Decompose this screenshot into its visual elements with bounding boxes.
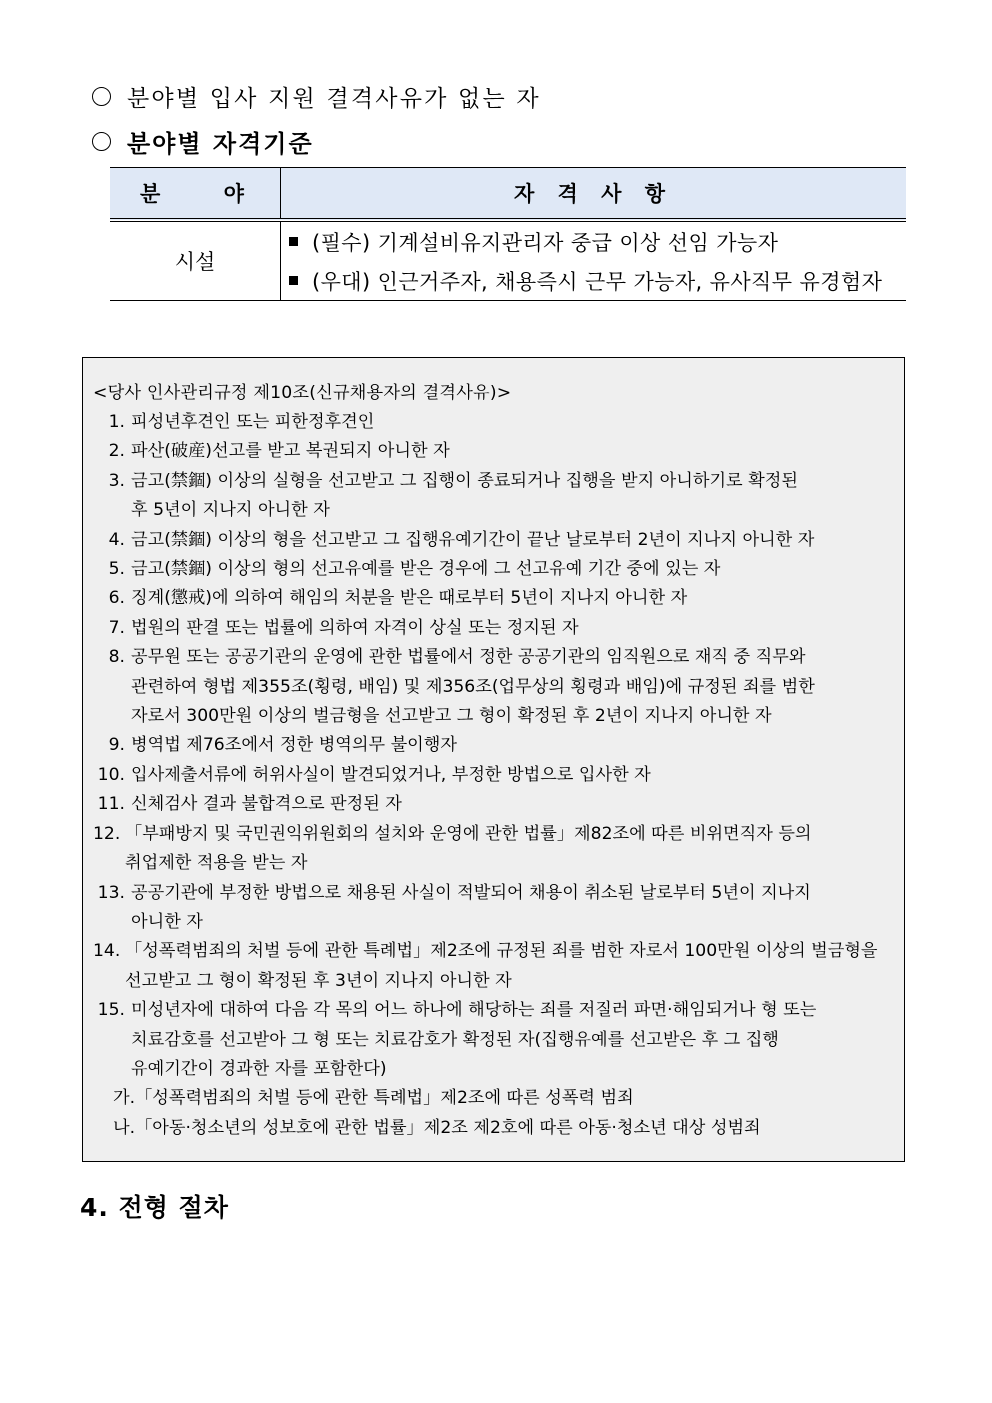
rule-text bbox=[131, 761, 896, 790]
rule-number: 9. bbox=[108, 735, 125, 756]
header-field: 분 야 bbox=[110, 168, 281, 221]
rule-text-line: 금고(禁錮) 이상의 실형을 선고받고 그 집행이 종료되거나 집행을 받지 아니하기로 확정된 bbox=[131, 470, 798, 491]
rule-number: 3. bbox=[108, 470, 125, 491]
rule-text-line: 치료감호를 선고받아 그 형 또는 치료감호가 확정된 자(집행유예를 선고받은 후 그 집행 bbox=[131, 1029, 779, 1050]
rule-text bbox=[131, 731, 896, 760]
rule-number: 13. bbox=[97, 882, 125, 903]
rule-text bbox=[131, 555, 896, 584]
rule-text bbox=[131, 467, 896, 526]
rule-item bbox=[93, 643, 896, 731]
rule-number: 10. bbox=[97, 764, 125, 785]
rule-item bbox=[93, 879, 896, 938]
requirement-item bbox=[281, 261, 906, 300]
rule-item bbox=[93, 467, 896, 526]
rule-text bbox=[131, 437, 896, 466]
rule-text-line: 유예기간이 경과한 자를 포함한다) bbox=[131, 1058, 387, 1079]
rules-title: <당사 인사관리규정 제10조(신규채용자의 결격사유)> bbox=[93, 383, 512, 403]
rule-text-line: 취업제한 적용을 받는 자 bbox=[125, 853, 308, 874]
rule-number: 15. bbox=[97, 1000, 125, 1021]
rule-text-line: 공무원 또는 공공기관의 운영에 관한 법률에서 정한 공공기관의 임직원으로 재직 중 직무와 bbox=[131, 647, 806, 668]
rule-number: 7. bbox=[108, 617, 125, 638]
rule-number: 8. bbox=[108, 647, 125, 668]
rule-text-line: 법원의 판결 또는 법률에 의하여 자격이 상실 또는 정지된 자 bbox=[131, 617, 579, 638]
rule-text-line: 금고(禁錮) 이상의 형의 선고유예를 받은 경우에 그 선고유예 기간 중에 있는 자 bbox=[131, 559, 721, 580]
rule-text bbox=[125, 937, 896, 996]
rule-text-line: 병역법 제76조에서 정한 병역의무 불이행자 bbox=[131, 735, 457, 756]
rule-text bbox=[125, 820, 896, 879]
bullet-line-disqualification bbox=[92, 80, 541, 113]
square-bullet-icon bbox=[289, 237, 298, 246]
rule-item bbox=[93, 614, 896, 643]
bullet-text: 분야별 자격기준 bbox=[127, 129, 314, 158]
field-cell: 시설 bbox=[110, 220, 281, 301]
rules-list bbox=[93, 408, 896, 1084]
header-qualifications: 자 격 사 항 bbox=[281, 168, 907, 221]
circle-bullet-icon bbox=[92, 132, 111, 151]
rule-text-line: 파산(破産)선고를 받고 복권되지 아니한 자 bbox=[131, 441, 450, 462]
rule-number: 12. bbox=[93, 823, 121, 844]
rule-text-line: 공공기관에 부정한 방법으로 채용된 사실이 적발되어 채용이 취소된 날로부터 5년이 지나지 bbox=[131, 882, 811, 903]
rule-text-line: 신체검사 결과 불합격으로 판정된 자 bbox=[131, 794, 402, 815]
rule-item bbox=[93, 996, 896, 1084]
sub-item: 나.「아동·청소년의 성보호에 관한 법률」제2조 제2호에 따른 아동·청소년 대상 성범죄 bbox=[113, 1117, 761, 1138]
rule-text-line: 「성폭력범죄의 처벌 등에 관한 특례법」제2조에 규정된 죄를 범한 자로서 100만원 이상의 벌금형을 bbox=[125, 941, 878, 962]
rule-text-line: 선고받고 그 형이 확정된 후 3년이 지나지 아니한 자 bbox=[125, 970, 512, 991]
rule-text bbox=[131, 614, 896, 643]
requirement-item bbox=[281, 222, 906, 261]
table-header-row bbox=[110, 168, 906, 221]
rule-item bbox=[93, 790, 896, 819]
rule-number: 2. bbox=[108, 441, 125, 462]
rule-text-line: 피성년후견인 또는 피한정후견인 bbox=[131, 412, 375, 432]
rule-item bbox=[93, 408, 896, 437]
rule-text-line: 자로서 300만원 이상의 벌금형을 선고받고 그 형이 확정된 후 2년이 지나지 아니한 자 bbox=[131, 706, 772, 727]
rule-text-line: 입사제출서류에 허위사실이 발견되었거나, 부정한 방법으로 입사한 자 bbox=[131, 764, 651, 785]
rule-item bbox=[93, 584, 896, 613]
rule-number: 11. bbox=[97, 794, 125, 815]
requirement-text: (필수) 기계설비유지관리자 중급 이상 선임 가능자 bbox=[312, 230, 779, 255]
rule-text-line: 아니한 자 bbox=[131, 911, 203, 932]
rule-item bbox=[93, 437, 896, 466]
rule-number: 6. bbox=[108, 588, 125, 609]
rule-number: 14. bbox=[93, 941, 121, 962]
disqualification-rules-box bbox=[82, 357, 905, 1162]
rule-text bbox=[131, 526, 896, 555]
square-bullet-icon bbox=[289, 276, 298, 285]
bullet-line-qualification bbox=[92, 124, 314, 159]
rule-number: 1. bbox=[108, 412, 125, 432]
bullet-text: 분야별 입사 지원 결격사유가 없는 자 bbox=[127, 86, 541, 112]
rule-text-line: 금고(禁錮) 이상의 형을 선고받고 그 집행유예기간이 끝난 날로부터 2년이 지나지 아니한 자 bbox=[131, 529, 815, 550]
rule-item bbox=[93, 937, 896, 996]
qualification-table bbox=[110, 167, 906, 301]
rule-item bbox=[93, 555, 896, 584]
rule-text-line: 후 5년이 지나지 아니한 자 bbox=[131, 500, 330, 521]
sub-item: 가.「성폭력범죄의 처벌 등에 관한 특례법」제2조에 따른 성폭력 범죄 bbox=[113, 1088, 634, 1109]
rule-text bbox=[131, 996, 896, 1084]
rule-number: 4. bbox=[108, 529, 125, 550]
rule-item bbox=[93, 820, 896, 879]
table-row bbox=[110, 220, 906, 301]
rule-text bbox=[131, 643, 896, 731]
section-heading: 4. 전형 절차 bbox=[80, 1193, 229, 1222]
rule-item bbox=[93, 526, 896, 555]
rule-text-line: 「부패방지 및 국민권익위원회의 설치와 운영에 관한 법률」제82조에 따른 비위면직자 등의 bbox=[125, 823, 812, 844]
rule-text bbox=[131, 584, 896, 613]
rule-text-line: 징계(懲戒)에 의하여 해임의 처분을 받은 때로부터 5년이 지나지 아니한 자 bbox=[131, 588, 688, 609]
rule-text bbox=[131, 408, 896, 437]
rule-item bbox=[93, 761, 896, 790]
rule-item bbox=[93, 731, 896, 760]
rule-text bbox=[131, 879, 896, 938]
rule-number: 5. bbox=[108, 559, 125, 580]
circle-bullet-icon bbox=[92, 87, 111, 106]
rule-text-line: 관련하여 형법 제355조(횡령, 배임) 및 제356조(업무상의 횡령과 배임)에 규정된 죄를 범한 bbox=[131, 676, 815, 697]
requirements-cell bbox=[281, 220, 907, 301]
rule-text bbox=[131, 790, 896, 819]
rule-text-line: 미성년자에 대하여 다음 각 목의 어느 하나에 해당하는 죄를 저질러 파면·해임되거나 형 또는 bbox=[131, 1000, 817, 1021]
requirement-text: (우대) 인근거주자, 채용즉시 근무 가능자, 유사직무 유경험자 bbox=[312, 269, 883, 294]
